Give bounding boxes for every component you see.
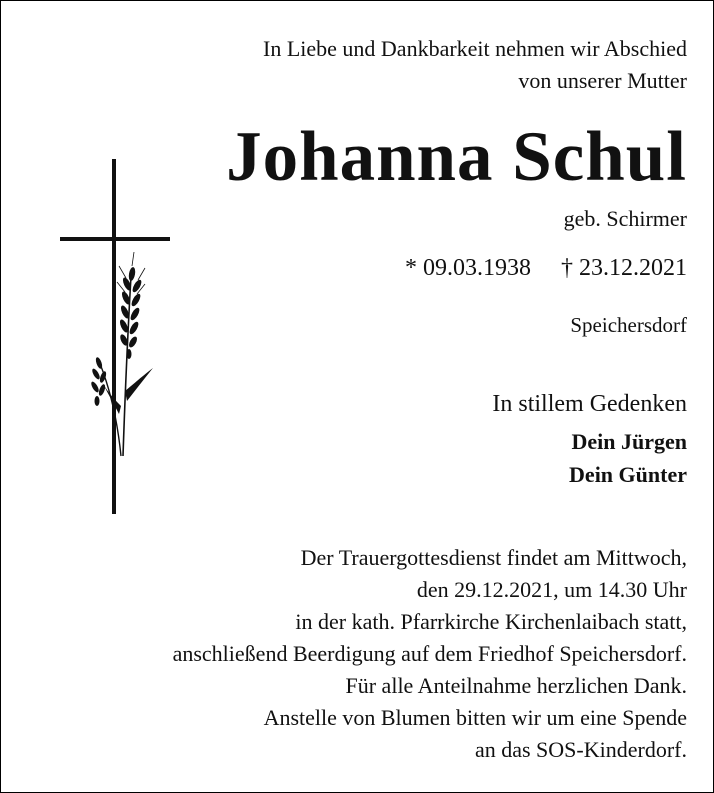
service-line: Der Trauergottesdienst findet am Mittwoch,: [300, 545, 687, 570]
service-line: an das SOS-Kinderdorf.: [474, 737, 687, 762]
intro-line-1: In Liebe und Dankbarkeit nehmen wir Abschied: [263, 36, 687, 61]
maiden-name: geb. Schirmer: [563, 206, 687, 231]
life-dates: [405, 256, 687, 280]
service-details: [173, 542, 687, 766]
mourner-name: Dein Jürgen: [571, 429, 687, 454]
death-date: † 23.12.2021: [561, 255, 687, 281]
service-line: anschließend Beerdigung auf dem Friedhof Speichersdorf.: [172, 641, 687, 666]
deceased-name: Johanna Schul: [226, 118, 687, 196]
service-line: Anstelle von Blumen bitten wir um eine Spende: [263, 705, 687, 730]
birth-date: * 09.03.1938: [405, 255, 531, 281]
cross-with-wheat-icon: [59, 156, 179, 516]
intro-line-2: von unserer Mutter: [518, 68, 687, 93]
memorial-phrase: In stillem Gedenken: [492, 391, 687, 417]
residence-place: Speichersdorf: [570, 313, 687, 337]
service-line: in der kath. Pfarrkirche Kirchenlaibach statt,: [295, 609, 687, 634]
service-line: den 29.12.2021, um 14.30 Uhr: [416, 577, 687, 602]
service-line: Für alle Anteilnahme herzlichen Dank.: [345, 673, 687, 698]
mourner-name: Dein Günter: [569, 462, 687, 487]
